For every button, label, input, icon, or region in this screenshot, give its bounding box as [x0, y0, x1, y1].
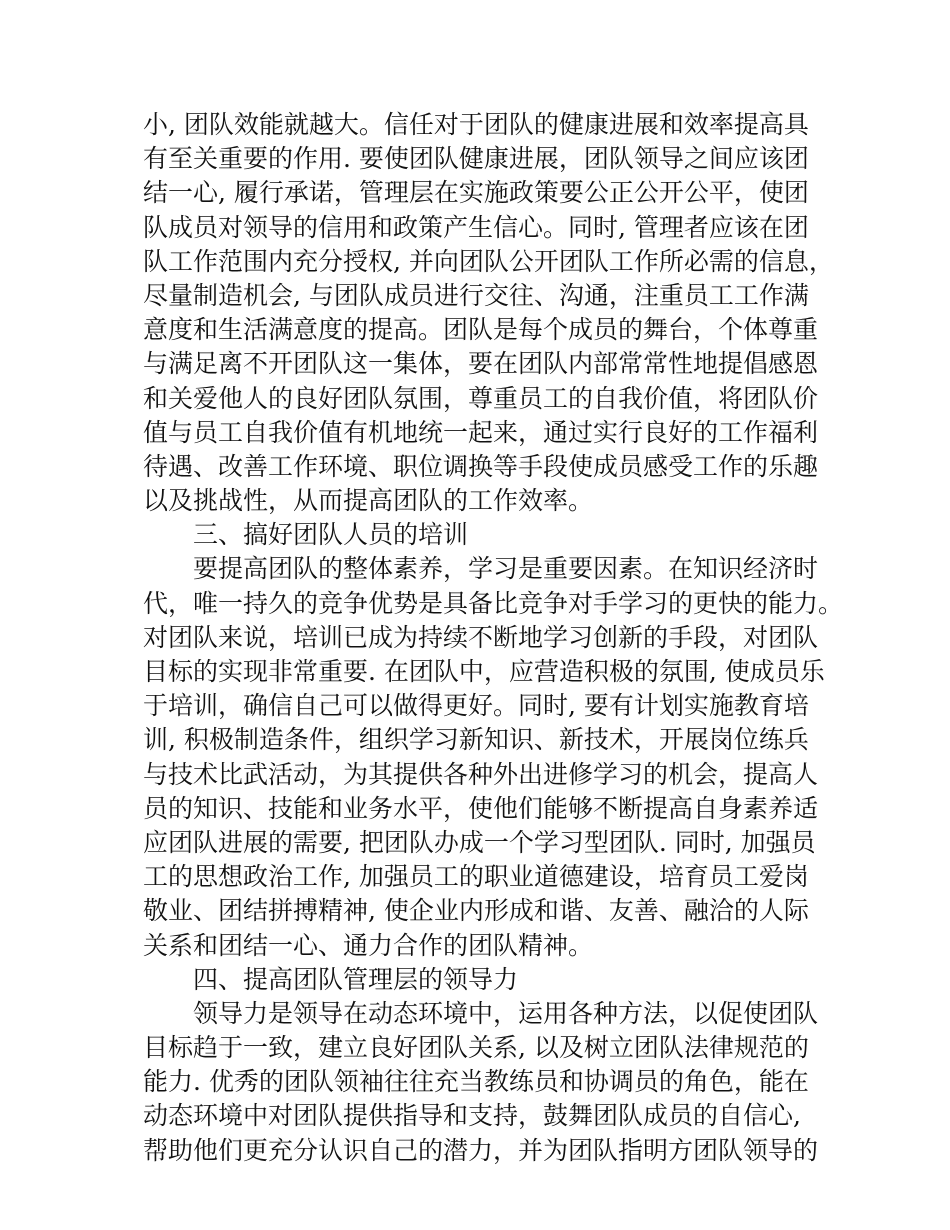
text-line: 意度和生活满意度的提高。团队是每个成员的舞台，个体尊重 — [143, 315, 819, 345]
text-line: 领导力是领导在动态环境中，运用各种方法，以促使团队 — [193, 998, 819, 1028]
text-line: 三、搞好团队人员的培训 — [193, 520, 469, 550]
text-line: 尽量制造机会, 与团队成员进行交往、沟通，注重员工工作满 — [143, 280, 809, 310]
text-line: 对团队来说，培训已成为持续不断地学习创新的手段，对团队 — [143, 622, 819, 652]
text-line: 以及挑战性，从而提高团队的工作效率。 — [143, 486, 594, 516]
text-line: 应团队进展的需要, 把团队办成一个学习型团队. 同时, 加强员 — [143, 827, 816, 857]
text-line: 值与员工自我价值有机地统一起来，通过实行良好的工作福利 — [143, 417, 819, 447]
text-line: 要提高团队的整体素养，学习是重要因素。在知识经济时 — [193, 554, 819, 584]
text-line: 动态环境中对团队提供指导和支持，鼓舞团队成员的自信心, — [143, 1101, 801, 1131]
text-line: 四、提高团队管理层的领导力 — [193, 964, 519, 994]
text-line: 与满足离不开团队这一集体，要在团队内部常常性地提倡感恩 — [143, 349, 819, 379]
text-line: 能力. 优秀的团队领袖往往充当教练员和协调员的角色，能在 — [143, 1067, 809, 1097]
text-line: 待遇、改善工作环境、职位调换等手段使成员感受工作的乐趣 — [143, 451, 819, 481]
text-line: 代，唯一持久的竞争优势是具备比竞争对手学习的更快的能力。 — [143, 588, 844, 618]
text-line: 结一心, 履行承诺，管理层在实施政策要公正公开公平，使团 — [143, 178, 809, 208]
text-line: 员的知识、技能和业务水平，使他们能够不断提高自身素养适 — [143, 793, 819, 823]
text-line: 关系和团结一心、通力合作的团队精神。 — [143, 930, 594, 960]
document-body-text — [143, 108, 843, 1168]
text-line: 队工作范围内充分授权, 并向团队公开团队工作所必需的信息， — [143, 246, 834, 276]
text-line: 敬业、团结拼搏精神, 使企业内形成和谐、友善、融洽的人际 — [143, 896, 809, 926]
text-line: 工的思想政治工作, 加强员工的职业道德建设，培育员工爱岗 — [143, 862, 809, 892]
text-line: 于培训，确信自己可以做得更好。同时, 要有计划实施教育培 — [143, 691, 809, 721]
text-line: 小, 团队效能就越大。信任对于团队的健康进展和效率提高具 — [143, 110, 809, 139]
text-line: 训, 积极制造条件，组织学习新知识、新技术，开展岗位练兵 — [143, 725, 809, 755]
text-line: 和关爱他人的良好团队氛围，尊重员工的自我价值，将团队价 — [143, 383, 819, 413]
text-line: 目标趋于一致，建立良好团队关系, 以及树立团队法律规范的 — [143, 1033, 809, 1063]
text-line: 帮助他们更充分认识自己的潜力，并为团队指明方团队领导的 — [143, 1135, 819, 1165]
text-line: 与技术比武活动，为其提供各种外出进修学习的机会，提高人 — [143, 759, 819, 789]
text-line: 目标的实现非常重要. 在团队中，应营造积极的氛围, 使成员乐 — [143, 657, 825, 686]
text-line: 队成员对领导的信用和政策产生信心。同时, 管理者应该在团 — [143, 212, 809, 242]
text-line: 有至关重要的作用. 要使团队健康进展，团队领导之间应该团 — [143, 144, 809, 174]
